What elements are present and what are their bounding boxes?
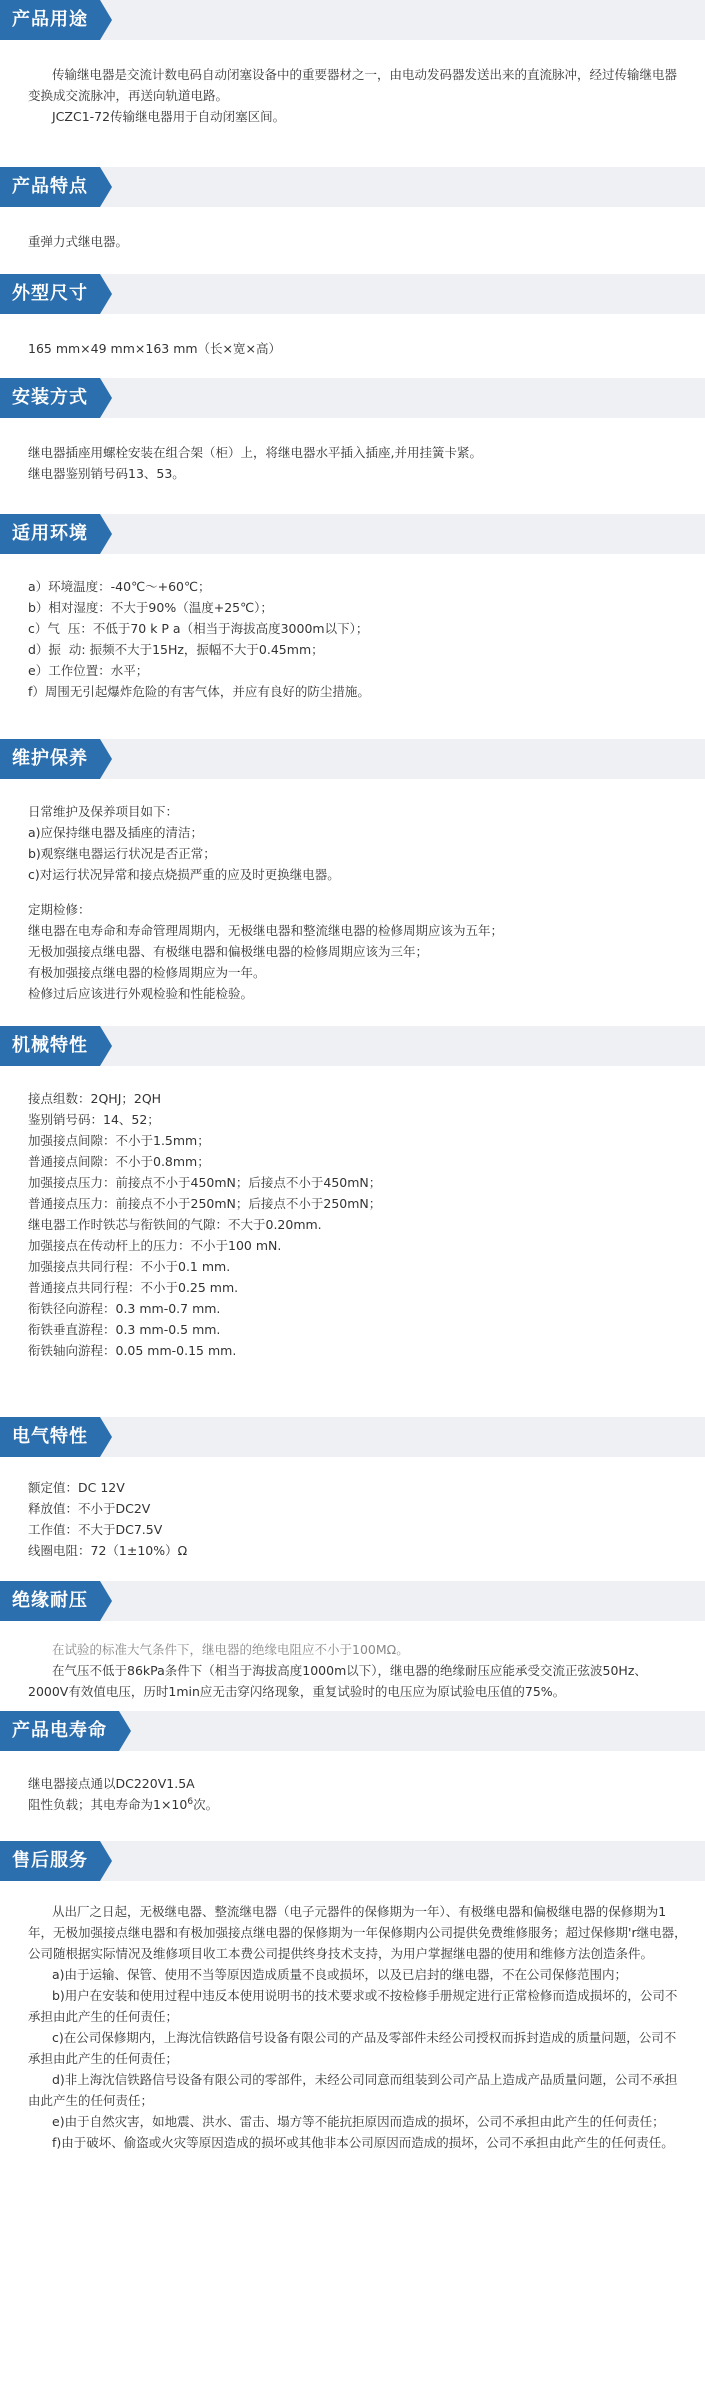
- paragraph: 继电器插座用螺栓安装在组合架（柜）上，将继电器水平插入插座,并用挂簧卡紧。: [28, 445, 482, 460]
- section-installation: [0, 378, 705, 514]
- list-item: c）气 压：不低于70 k P a（相当于海拔高度3000m以下）；: [28, 621, 369, 636]
- spec-row: 接点组数：2QHJ；2QH: [28, 1091, 162, 1106]
- spec-row: 鉴别销号码：14、52；: [28, 1112, 160, 1127]
- life-exponent: 6: [187, 1796, 194, 1807]
- section-title: 产品用途: [0, 0, 100, 40]
- list-item: e)由于自然灾害，如地震、洪水、雷击、塌方等不能抗拒原因而造成的损坏，公司不承担由此产生的任何责任；: [52, 2114, 665, 2129]
- section-after-sales: [0, 1841, 705, 2165]
- life-suffix: 次。: [193, 1797, 219, 1812]
- spec-row: 加强接点压力：前接点不小于450mN；后接点不小于450mN；: [28, 1175, 382, 1190]
- paragraph: 重弹力式继电器。: [28, 234, 129, 249]
- list-item: e）工作位置：水平；: [28, 663, 149, 678]
- spec-row: 普通接点压力：前接点不小于250mN；后接点不小于250mN；: [28, 1196, 382, 1211]
- paragraph: [28, 1794, 687, 1815]
- section-title: 安装方式: [0, 378, 100, 418]
- section-title: 维护保养: [0, 739, 100, 779]
- spec-row: 普通接点共同行程：不小于0.25 mm.: [28, 1280, 239, 1295]
- section-title: 外型尺寸: [0, 274, 100, 314]
- section-features: [0, 167, 705, 274]
- spec-row: 衔铁轴向游程：0.05 mm-0.15 mm.: [28, 1343, 237, 1358]
- section-header: [0, 1581, 705, 1621]
- section-title: 适用环境: [0, 514, 100, 554]
- paragraph: 在试验的标准大气条件下，继电器的绝缘电阻应不小于100MΩ。: [52, 1642, 409, 1657]
- section-title: 产品电寿命: [0, 1711, 119, 1751]
- list-item: f）周围无引起爆炸危险的有害气体，并应有良好的防尘措施。: [28, 684, 370, 699]
- list-item: b)用户在安装和使用过程中违反本使用说明书的技术要求或不按检修手册规定进行正常检修而造成损坏的，公司不承担由此产生的任何责任；: [28, 1988, 678, 2024]
- section-insulation: [0, 1581, 705, 1711]
- spec-row: 加强接点在传动杆上的压力：不小于100 mN.: [28, 1238, 282, 1253]
- spec-row: 加强接点共同行程：不小于0.1 mm.: [28, 1259, 231, 1274]
- section-title: 产品特点: [0, 167, 100, 207]
- section-title: 机械特性: [0, 1026, 100, 1066]
- section-header: [0, 1711, 705, 1751]
- list-item: b）相对湿度：不大于90%（温度+25℃）；: [28, 600, 273, 615]
- spec-row: 加强接点间隙：不小于1.5mm；: [28, 1133, 210, 1148]
- spec-row: 线圈电阻：72（1±10%）Ω: [28, 1543, 188, 1558]
- paragraph: 传输继电器是交流计数电码自动闭塞设备中的重要器材之一，由电动发码器发送出来的直流脉冲，经过传输继电器变换成交流脉冲，再送向轨道电路。: [28, 67, 678, 103]
- section-maintenance: [0, 739, 705, 1026]
- paragraph: 从出厂之日起，无极继电器、整流继电器（电子元器件的保修期为一年）、有极继电器和偏极继电器的保修期为1年，无极加强接点继电器和有极加强接点继电器的保修期为一年保修期内公司提供免费维修服务；超过保修期'r继电器，公司随根据实际情况及维修项目收工本费公司提供终身技术支持，为用户掌握继电器的使用和维修方法创造条件。: [28, 1904, 687, 1961]
- spec-row: 衔铁垂直游程：0.3 mm-0.5 mm.: [28, 1322, 221, 1337]
- section-header: [0, 1026, 705, 1066]
- section-title: 电气特性: [0, 1417, 100, 1457]
- section-dimensions: [0, 274, 705, 378]
- spec-row: 额定值：DC 12V: [28, 1480, 125, 1495]
- list-item: d）振 动: 振频不大于15Hz，振幅不大于0.45mm；: [28, 642, 324, 657]
- section-header: [0, 0, 705, 40]
- paragraph: 继电器接点通以DC220V1.5A: [28, 1776, 195, 1791]
- paragraph: 检修过后应该进行外观检验和性能检验。: [28, 986, 254, 1001]
- list-item: a)应保持继电器及插座的清洁；: [28, 825, 204, 840]
- paragraph: 有极加强接点继电器的检修周期应为一年。: [28, 965, 266, 980]
- section-header: [0, 274, 705, 314]
- section-header: [0, 1417, 705, 1457]
- section-title: 绝缘耐压: [0, 1581, 100, 1621]
- spacer: [28, 885, 687, 899]
- section-environment: [0, 514, 705, 739]
- list-item: b)观察继电器运行状况是否正常；: [28, 846, 216, 861]
- list-item: c)对运行状况异常和接点烧损严重的应及时更换继电器。: [28, 867, 340, 882]
- spec-row: 释放值：不小于DC2V: [28, 1501, 151, 1516]
- spec-row: 工作值：不大于DC7.5V: [28, 1522, 163, 1537]
- paragraph: 继电器鉴别销号码13、53。: [28, 466, 185, 481]
- paragraph: 定期检修：: [28, 902, 91, 917]
- section-mechanical: [0, 1026, 705, 1417]
- list-item: c)在公司保修期内，上海沈信铁路信号设备有限公司的产品及零部件未经公司授权而拆封造成的质量问题，公司不承担由此产生的任何责任；: [28, 2030, 677, 2066]
- paragraph: 日常维护及保养项目如下：: [28, 804, 179, 819]
- section-title: 售后服务: [0, 1841, 100, 1881]
- section-header: [0, 739, 705, 779]
- list-item: a）环境温度：-40℃～+60℃；: [28, 579, 211, 594]
- section-header: [0, 378, 705, 418]
- paragraph: 在气压不低于86kPa条件下（相当于海拔高度1000m以下），继电器的绝缘耐压应能承受交流正弦波50Hz、2000V有效值电压，历时1min应无击穿闪络现象，重复试验时的电压应为原试验电压值的75%。: [28, 1663, 647, 1699]
- list-item: a)由于运输、保管、使用不当等原因造成质量不良或损坏，以及已启封的继电器，不在公司保修范围内；: [52, 1967, 628, 1982]
- section-header: [0, 167, 705, 207]
- section-header: [0, 1841, 705, 1881]
- section-header: [0, 514, 705, 554]
- paragraph: JCZC1-72传输继电器用于自动闭塞区间。: [52, 109, 286, 124]
- paragraph: 继电器在电寿命和寿命管理周期内，无极继电器和整流继电器的检修周期应该为五年；: [28, 923, 504, 938]
- spec-row: 衔铁径向游程：0.3 mm-0.7 mm.: [28, 1301, 221, 1316]
- spec-row: 普通接点间隙：不小于0.8mm；: [28, 1154, 210, 1169]
- section-usage: [0, 0, 705, 167]
- paragraph: 165 mm×49 mm×163 mm（长×宽×高）: [28, 341, 281, 356]
- life-text: 阻性负载；其电寿命为1×10: [28, 1797, 188, 1812]
- list-item: f)由于破坏、偷盗或火灾等原因造成的损坏或其他非本公司原因而造成的损坏，公司不承担由此产生的任何责任。: [52, 2135, 674, 2150]
- list-item: d)非上海沈信铁路信号设备有限公司的零部件，未经公司同意而组装到公司产品上造成产品质量问题，公司不承担由此产生的任何责任；: [28, 2072, 678, 2108]
- section-electrical: [0, 1417, 705, 1581]
- paragraph: 无极加强接点继电器、有极继电器和偏极继电器的检修周期应该为三年；: [28, 944, 429, 959]
- spec-row: 继电器工作时铁芯与衔铁间的气隙：不大于0.20mm.: [28, 1217, 322, 1232]
- section-electrical-life: [0, 1711, 705, 1841]
